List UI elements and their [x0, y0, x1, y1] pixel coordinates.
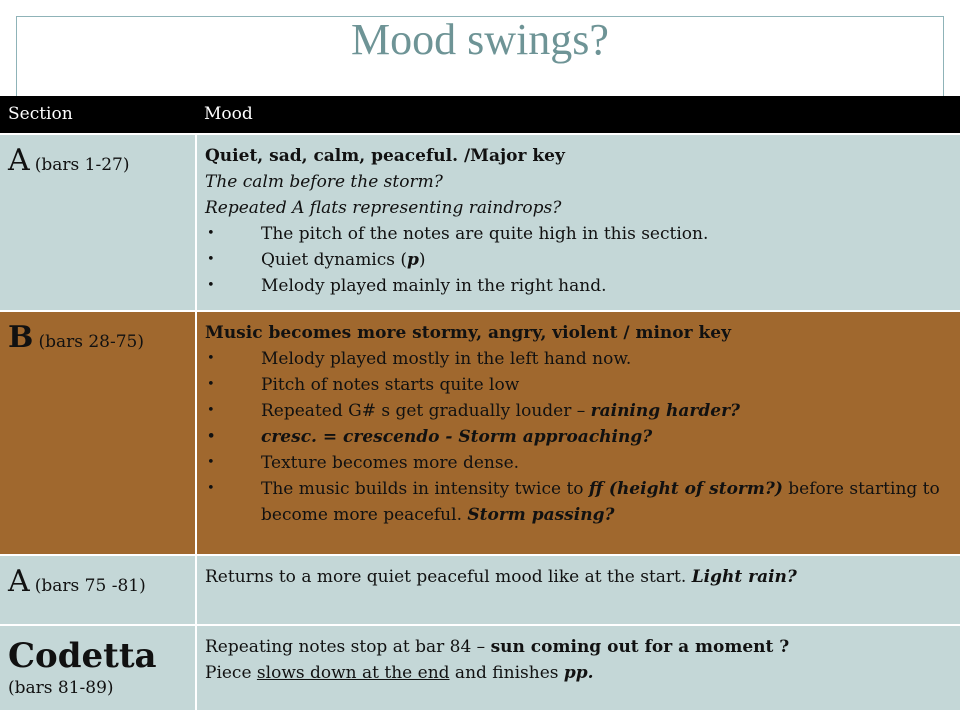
table-row — [0, 134, 960, 311]
mood-cell: Returns to a more quiet peaceful mood like at the start. Light rain? — [196, 555, 960, 625]
table-row — [0, 311, 960, 555]
section-cell — [0, 134, 196, 311]
page-title: Mood swings? — [351, 15, 609, 64]
mood-bullet: • Quiet dynamics (p) — [205, 247, 952, 273]
mood-cell — [196, 625, 960, 710]
section-bars: (bars 1-27) — [34, 155, 130, 175]
mood-table — [0, 96, 960, 710]
mood-bullet: • Pitch of notes starts quite low — [205, 372, 952, 398]
mood-bullet: • cresc. = crescendo - Storm approaching? — [205, 424, 952, 450]
section-bars: (bars 28-75) — [38, 332, 144, 352]
section-bars: (bars 81-89) — [8, 678, 114, 698]
header-mood: Mood — [196, 96, 960, 134]
table-row — [0, 555, 960, 625]
table-row — [0, 625, 960, 710]
table-header — [0, 96, 960, 134]
header-section: Section — [0, 96, 196, 134]
mood-bullet: • Texture becomes more dense. — [205, 450, 952, 476]
section-cell — [0, 625, 196, 710]
section-cell — [0, 555, 196, 625]
mood-bullet: • The pitch of the notes are quite high in this section. — [205, 221, 952, 247]
mood-line: The calm before the storm? — [205, 172, 443, 192]
mood-bullet: • Melody played mostly in the left hand now. — [205, 346, 952, 372]
section-letter: B — [8, 320, 34, 355]
section-name: Codetta — [8, 636, 157, 676]
section-letter: A — [8, 143, 30, 178]
mood-lead: Quiet, sad, calm, peaceful. /Major key — [205, 146, 565, 166]
mood-cell — [196, 311, 960, 555]
mood-bullet: • Repeated G# s get gradually louder – raining harder? — [205, 398, 952, 424]
section-bars: (bars 75 -81) — [34, 576, 146, 596]
mood-bullet: • The music builds in intensity twice to ff (height of storm?) before starting to become more peaceful. Storm passing? — [205, 476, 952, 528]
mood-bullet: • Melody played mainly in the right hand. — [205, 273, 952, 299]
section-letter: A — [8, 564, 30, 599]
mood-cell — [196, 134, 960, 311]
mood-line: Repeating notes stop at bar 84 – sun coming out for a moment ? — [205, 637, 790, 657]
mood-lead: Music becomes more stormy, angry, violent / minor key — [205, 323, 731, 343]
section-cell — [0, 311, 196, 555]
mood-line: Piece slows down at the end and finishes pp. — [205, 663, 594, 683]
mood-line: Repeated A flats representing raindrops? — [205, 198, 562, 218]
